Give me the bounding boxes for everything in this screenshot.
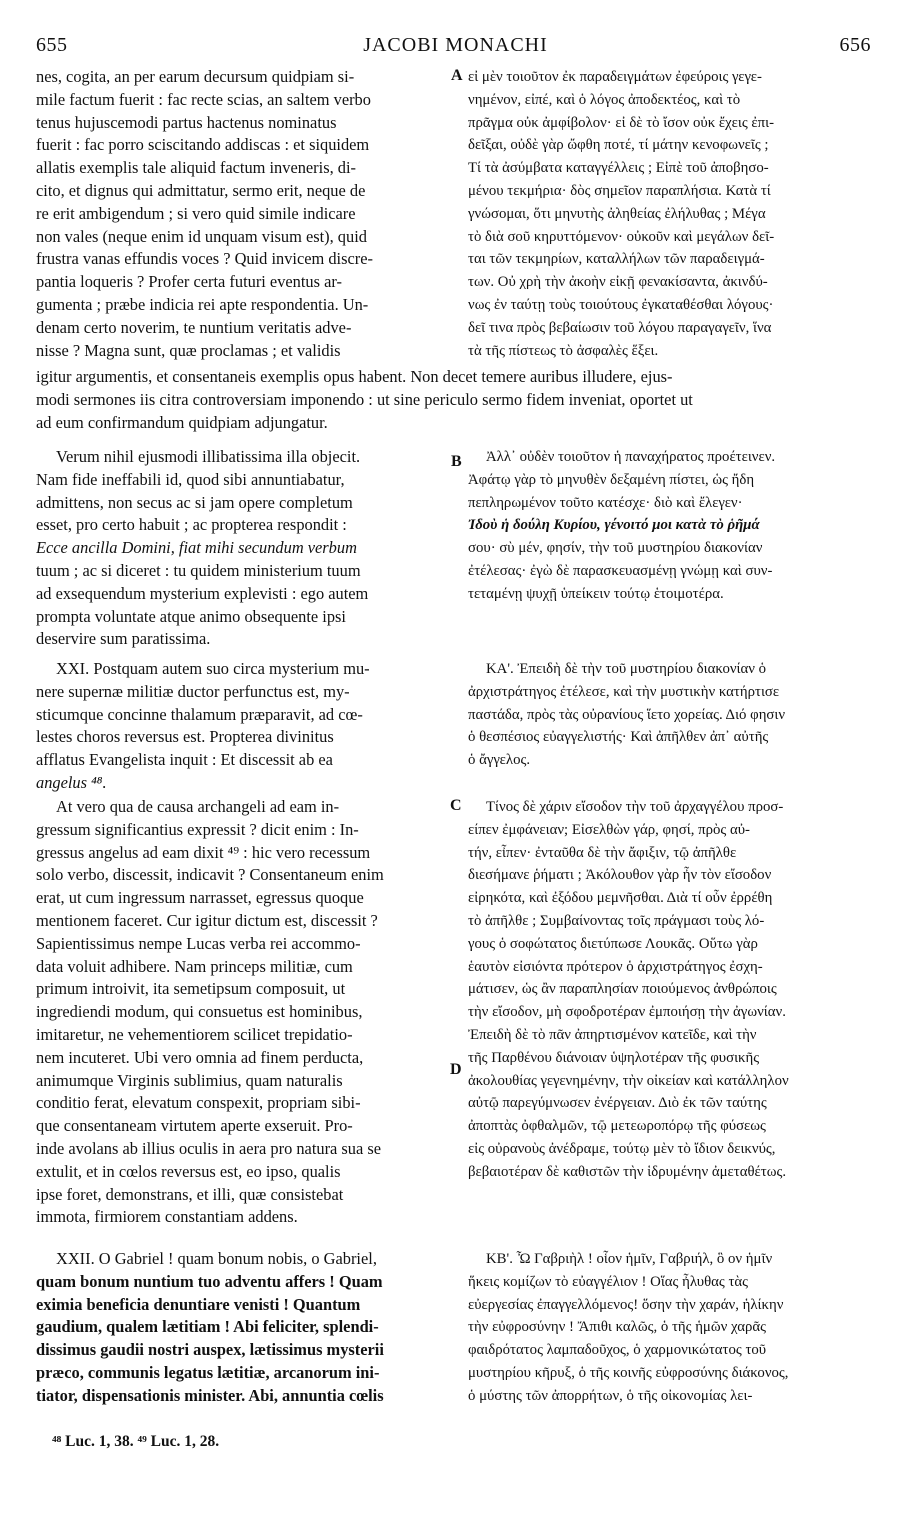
greek-block-2 [468, 446, 878, 606]
greek-line: Ἀφάτῳ γὰρ τὸ μηνυθὲν δεξαμένη πίστει, ὡς ἤδη [468, 471, 755, 488]
greek-line: τὸ διὰ σοῦ κηρυττόμενον· οὐκοῦν καὶ μεγάλων δεῖ- [468, 228, 775, 245]
greek-line: είπεν ἐμφάνειαν; Εἰσελθὼν γάρ, φησί, πρὸς αὐ- [468, 821, 750, 838]
greek-line: μένου τεκμήρια· δὸς σημεῖον παραπλήσια. Κατὰ τί [468, 182, 771, 199]
greek-line: εὐεργεσίας ἐπαγγελλόμενος! ὅσην τὴν χαράν, ἡλίκην [468, 1296, 784, 1313]
greek-line: διεσήμανε ῥήματι ; Ἀκόλουθον γὰρ ἦν τὸν εἴσοδον [468, 867, 772, 884]
latin-line: ingrediendi modum, qui consuetus est hominibus, [36, 1002, 363, 1022]
greek-line: τὴν εὐφροσύνην ! Ἄπιθι καλῶς, ὁ τῆς ἡμῶν χαρᾶς [468, 1319, 766, 1336]
latin-line: extulit, et in cœlos reversus est, eo ipso, qualis [36, 1161, 341, 1181]
latin-line: Nam fide ineffabili id, quod sibi annuntiabatur, [36, 469, 345, 489]
fullwidth-line: igitur argumentis, et consentaneis exemplis opus habent. Non decet temere auribus illudere, ejus- [36, 367, 673, 386]
latin-line: XXII. O Gabriel ! quam bonum nobis, o Gabriel, [56, 1249, 377, 1268]
latin-line: tuum ; ac si diceret : tu quidem ministerium tuum [36, 560, 361, 580]
greek-line: βεβαιοτέραν δὲ καθιστῶν τὴν ἱδρυμένην ἀμεταθέτως. [468, 1163, 787, 1180]
greek-line: τὸ ἀπῆλθε ; Συμβαίνοντας τοῖς πράγμασι τοὺς λό- [468, 912, 765, 929]
latin-line: mentionem faceret. Cur igitur dictum est, discessit ? [36, 910, 378, 930]
greek-line: ΚΒ'. Ὦ Γαβριὴλ ! οἷον ἡμῖν, Γαβριήλ, ὃ ον ἡμῖν [486, 1251, 773, 1267]
latin-block-1 [36, 66, 444, 362]
greek-line: ὁ μύστης τῶν ἀπορρήτων, ὁ τῆς οἰκονομίας λει- [468, 1387, 753, 1404]
margin-marker-b: B [451, 453, 462, 470]
margin-marker-c: C [450, 797, 462, 814]
fullwidth-line: ad eum confirmandum quidpiam adjungatur. [36, 412, 328, 432]
latin-line: tenus hujuscemodi partus hactenus nominatus [36, 112, 337, 132]
greek-line: εἰς οὐρανοὺς ἀνέδραμε, τούτῳ μὲν τὸ ἴδιον δεικνύς, [468, 1140, 776, 1157]
greek-line: εἰ μὲν τοιοῦτον ἐκ παραδειγμάτων ἐφεύροις γεγε- [468, 69, 762, 85]
margin-marker-d: D [450, 1061, 462, 1078]
latin-line: immota, firmiorem constantiam addens. [36, 1207, 298, 1227]
greek-line: αὐτῷ παρεγύμνωσεν ἐνέργειαν. Διὸ ἐκ τῶν ταύτης [468, 1095, 767, 1112]
latin-line: Ecce ancilla Domini, fiat mihi secundum verbum [36, 538, 357, 558]
latin-line: inde avolans ab illius oculis in aera pro natura sua se [36, 1138, 382, 1158]
latin-line: animumque Virginis sublimius, quam naturalis [36, 1070, 343, 1090]
footnotes: ⁴⁸ Luc. 1, 38. ⁴⁹ Luc. 1, 28. [52, 1433, 220, 1450]
latin-line: allatis exemplis tale aliquid factum inveneris, di- [36, 158, 356, 178]
fullwidth-block [36, 366, 881, 434]
latin-line: imitaretur, ne vehementiorem scilicet trepidatio- [36, 1024, 353, 1044]
greek-line: ἑαυτὸν εἰσιόντα πρότερον ὁ ἀρχιστράτηγος ἐσχη- [468, 958, 763, 975]
greek-block-1 [468, 66, 878, 362]
latin-line: ad exsequendum mysterium explevisti : ego autem [36, 583, 369, 603]
greek-line: τὰ τῆς πίστεως τὸ ἀσφαλὲς ἕξει. [468, 342, 659, 359]
latin-line: gumenta ; præbe indicia rei apte respondentia. Un- [36, 294, 369, 314]
latin-line: solo verbo, discessit, indicavit ? Consentaneum enim [36, 865, 384, 885]
greek-line: δεῖ τινα πρὸς βεβαίωσιν τοῦ λόγου παραγαγεῖν, ἵνα [468, 319, 772, 336]
greek-line: πρᾶγμα οὐκ ἀμφίβολον· εἰ δὲ τὸ ἴσον οὐκ ἔχεις ἐπι- [468, 114, 775, 131]
latin-line: mile factum fuerit : fac recte scias, an saltem verbo [36, 89, 371, 109]
greek-line: ΚΑ'. Ἐπειδὴ δὲ τὴν τοῦ μυστηρίου διακονίαν ὁ [486, 661, 767, 677]
latin-line: re erit ambigendum ; si vero quid simile indicare [36, 203, 356, 223]
latin-line: nisse ? Magna sunt, quæ proclamas ; et validis [36, 340, 341, 360]
latin-line: conditio ferat, elevatum conspexit, propriam sibi- [36, 1093, 361, 1113]
latin-line: que consentaneam virtutem aperte exseruit. Pro- [36, 1116, 353, 1136]
latin-line: fuerit : fac porro sciscitando addiscas : et siquidem [36, 135, 370, 155]
latin-line: gressum significantius expressit ? dicit enim : In- [36, 819, 359, 839]
greek-line: Τίνος δὲ χάριν εἴσοδον τὴν τοῦ ἀρχαγγέλου προσ- [486, 799, 784, 815]
greek-line: φαιδρότατος λαμπαδοῦχος, ὁ χαρμονικώτατος τοῦ [468, 1342, 767, 1359]
greek-line: τεταμένῃ ψυχῇ ὑπείκειν τούτῳ ἑτοιμοτέρα. [468, 585, 724, 602]
greek-block-4 [468, 796, 878, 1184]
latin-line: frustra vanas effundis voces ? Quid invicem discre- [36, 249, 373, 269]
greek-block-3 [468, 658, 878, 772]
greek-line: μάτισεν, ὡς ἂν παραπλησίαν ποιούμενος ἀνθρώποις [468, 981, 777, 998]
latin-line: esset, pro certo habuit ; ac propterea respondit : [36, 515, 347, 535]
greek-line: ἐτέλεσας· ἐγὼ δὲ παρασκευασμένῃ γνώμῃ καὶ συν- [468, 562, 773, 579]
latin-line: præco, communis legatus lætitiæ, arcanorum ini- [36, 1362, 380, 1382]
latin-block-3 [36, 658, 444, 795]
latin-line: primum introivit, ita semetipsum composuit, ut [36, 979, 346, 999]
latin-line: eximia beneficia denuntiare venisti ! Quantum [36, 1294, 361, 1314]
latin-line: ipse foret, demonstrans, et illi, quæ consistebat [36, 1184, 344, 1204]
latin-line: pantia loqueris ? Profer certa futuri eventus ar- [36, 272, 342, 292]
greek-line: ἀποπτὰς ὀφθαλμῶν, τῷ μετεωροπόρῳ τῆς φύσεως [468, 1118, 766, 1135]
latin-line: afflatus Evangelista inquit : Et discessit ab ea [36, 750, 333, 770]
latin-line: cito, et dignus qui admittatur, sermo erit, neque de [36, 180, 366, 200]
latin-block-4 [36, 796, 444, 1229]
margin-marker-a: A [451, 67, 463, 84]
latin-line: non vales (neque enim id unquam visum est), quid [36, 226, 367, 246]
latin-line: prompta voluntate atque animo obsequente ipsi [36, 606, 346, 626]
greek-line: Ἀλλ᾽ οὐδὲν τοιοῦτον ἡ παναχήρατος προέτεινεν. [486, 449, 776, 465]
greek-line: σου· σὺ μέν, φησίν, τὴν τοῦ μυστηρίου διακονίαν [468, 540, 763, 557]
greek-line: Ἰδοὺ ἡ δούλη Κυρίου, γένοιτό μοι κατὰ τὸ ῥῆμά [468, 517, 760, 534]
latin-line: nem incuteret. Ubi vero omnia ad finem perducta, [36, 1047, 364, 1067]
latin-line: denam certo noverim, te nuntium veritatis adve- [36, 317, 352, 337]
latin-line: quam bonum nuntium tuo adventu affers ! Quam [36, 1271, 383, 1291]
greek-line: γνώσομαι, ὅτι μηνυτὴς ἀληθείας ἐλήλυθας ; Μέγα [468, 205, 766, 222]
latin-line: XXI. Postquam autem suo circa mysterium mu- [56, 659, 370, 678]
latin-line: gaudium, qualem lætitiam ! Abi feliciter, splendi- [36, 1317, 379, 1337]
greek-line: ἀκολουθίας γεγενημένην, τὴν οἰκείαν καὶ κατάλληλον [468, 1072, 789, 1089]
greek-line: εἰρηκότα, καὶ ἐξόδου μεμνῆσθαι. Διὰ τί οὖν ἐρρέθη [468, 890, 773, 907]
latin-line: erat, ut cum ingressum narrasset, egressus quoque [36, 888, 364, 908]
latin-line: angelus ⁴⁸. [36, 772, 107, 792]
latin-line: At vero qua de causa archangeli ad eam in- [56, 797, 340, 816]
greek-line: ἥκεις κομίζων τὸ εὐαγγέλιον ! Οἵας ἦλυθας τὰς [468, 1273, 749, 1290]
latin-line: gressus angelus ad eam dixit ⁴⁹ : hic vero recessum [36, 842, 371, 862]
page-number-left: 655 [36, 34, 68, 56]
page-number-right: 656 [839, 34, 871, 56]
greek-line: νημένον, εἰπέ, καὶ ὁ λόγος ἀποδεκτέος, καὶ τὸ [468, 91, 741, 108]
greek-line: ται τῶν τεκμηρίων, καταλλήλων τῶν παραδειγμά- [468, 251, 765, 268]
greek-line: ὁ ἄγγελος. [468, 752, 531, 769]
greek-block-5 [468, 1248, 878, 1408]
greek-line: παστάδα, πρὸς τὰς οὐρανίους ἵετο χορείας. Διό φησιν [468, 706, 786, 723]
latin-block-5 [36, 1248, 444, 1408]
latin-block-2 [36, 446, 444, 651]
latin-line: admittens, non secus ac si jam opere completum [36, 492, 353, 512]
greek-line: τὴν εἴσοδον, μὴ σφοδροτέραν ἐμποιήσῃ τὴν ἀγωνίαν. [468, 1004, 786, 1021]
greek-line: γους ὁ σοφώτατος διετύπωσε Λουκᾶς. Οὕτω γὰρ [468, 935, 758, 952]
latin-line: Verum nihil ejusmodi illibatissima illa objecit. [56, 447, 361, 466]
latin-line: data voluit adhibere. Nam princeps militiæ, cum [36, 956, 353, 976]
running-title: JACOBI MONACHI [363, 34, 548, 56]
greek-line: μυστηρίου κῆρυξ, ὁ τῆς κοινῆς εὐφροσύνης διάκονος, [468, 1364, 789, 1381]
fullwidth-line: modi sermones iis citra controversiam imponendo : ut sine periculo sermo fidem inveniat, oportet ut [36, 389, 693, 409]
greek-line: ὁ θεσπέσιος εὐαγγελιστής· Καὶ ἀπῆλθεν ἀπ᾽ αὐτῆς [468, 729, 769, 746]
latin-line: lestes choros reversus est. Propterea divinitus [36, 727, 334, 747]
greek-line: δεῖξαι, οὐδὲ γὰρ ὤφθη ποτέ, τί μάτην κενοφωνεῖς ; [468, 137, 769, 154]
latin-line: nere supernæ militiæ ductor perfunctus est, my- [36, 681, 350, 701]
greek-line: Τί τὰ ἀσύμβατα καταγγέλλεις ; Εἰπὲ τοῦ ἀποβησο- [468, 160, 769, 177]
greek-line: τῆς Παρθένου διάνοιαν ὑψηλοτέραν τῆς φυσικῆς [468, 1049, 760, 1066]
latin-line: nes, cogita, an per earum decursum quidpiam si- [36, 67, 355, 86]
latin-line: dissimus gaudii nostri auspex, lætissimus mysterii [36, 1340, 384, 1360]
latin-line: Sapientissimus nempe Lucas verba rei accommo- [36, 933, 361, 953]
page-header [0, 34, 911, 60]
greek-line: νως ἐν ταύτῃ τοὺς τοιούτους ἐγκαταθέσθαι λόγους· [468, 296, 774, 313]
latin-line: deservire sum paratissima. [36, 629, 211, 649]
latin-line: sticumque concinne thalamum præparavit, ad cœ- [36, 704, 363, 724]
greek-line: των. Οὐ χρὴ τὴν ἀκοὴν εἰκῇ φενακίσαντα, ἀκινδύ- [468, 274, 768, 291]
latin-line: tiator, dispensationis minister. Abi, annuntia cœlis [36, 1385, 384, 1405]
greek-line: τήν, εἶπεν· ἐνταῦθα δὲ τὴν ἄφιξιν, τῷ ἀπῆλθε [468, 844, 737, 861]
greek-line: ἀρχιστράτηγος ἐτέλεσε, καὶ τὴν μυστικὴν κατήρτισε [468, 683, 780, 700]
greek-line: Ἐπειδὴ δὲ τὸ πᾶν ἀπηρτισμένον κατεῖδε, καὶ τὴν [468, 1026, 757, 1043]
greek-line: πεπληρωμένον τοῦτο κατέσχε· διὸ καὶ ἔλεγεν· [468, 494, 743, 511]
